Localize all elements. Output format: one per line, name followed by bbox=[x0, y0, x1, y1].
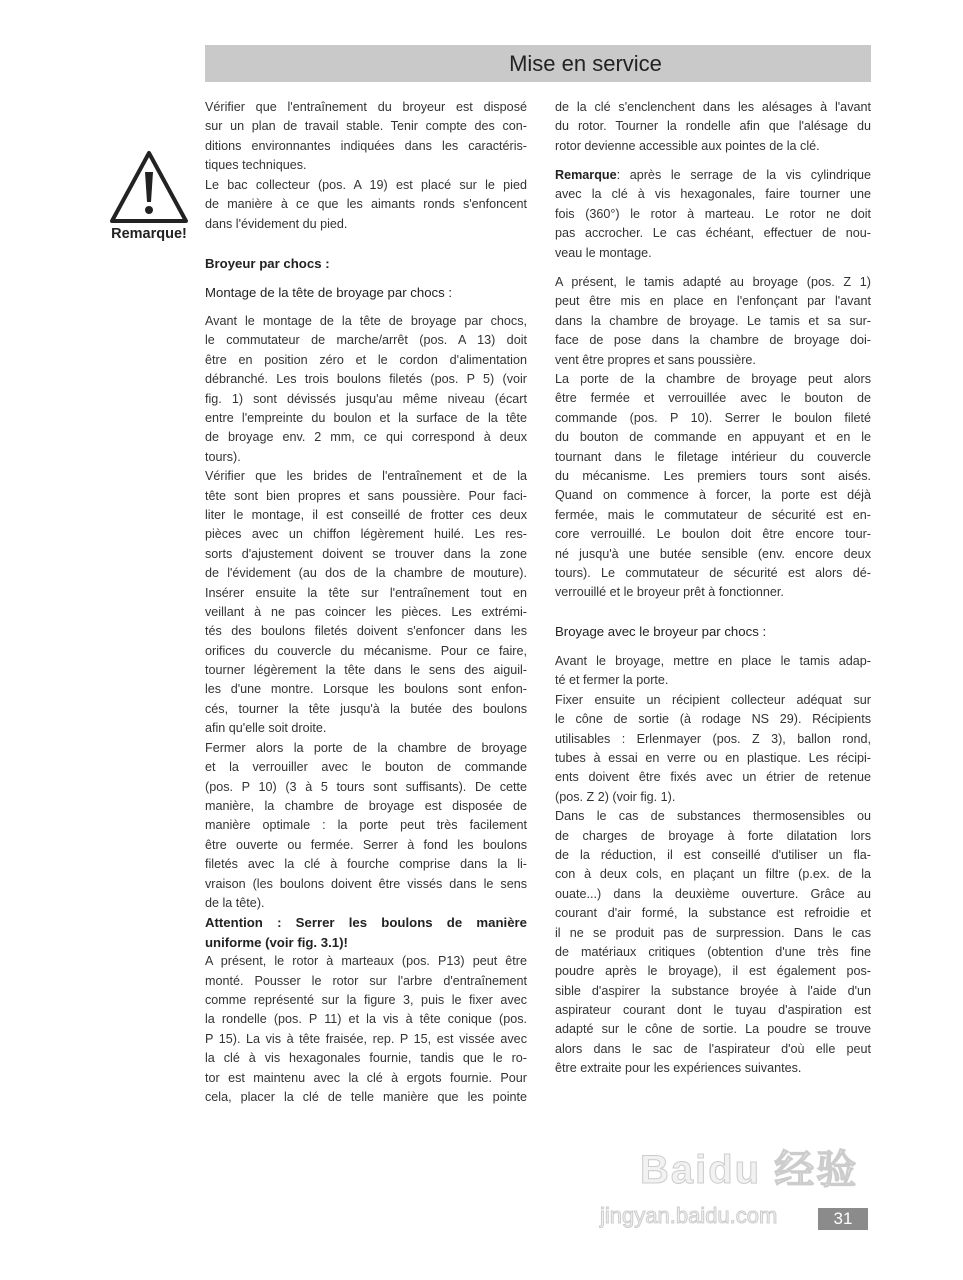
paragraph bbox=[555, 273, 871, 370]
text-line: manière, la chambre de broyage est disposée de bbox=[205, 798, 527, 813]
text-line: Le bac collecteur (pos. A 19) est placé sur le pied bbox=[205, 178, 527, 192]
text-line: tés des boulons filetés doivent s'enfoncer dans les bbox=[205, 624, 527, 639]
text-line: ouate...) dans la deuxième ouverture. Grâce au bbox=[555, 886, 871, 901]
text-line: Dans le cas de substances thermosensibles ou bbox=[555, 809, 871, 824]
paragraph bbox=[205, 176, 527, 234]
warning-note bbox=[106, 150, 192, 242]
paragraph bbox=[205, 467, 527, 738]
text-line: liter le montage, il est conseillé de frotter ces deux bbox=[205, 507, 527, 522]
text-line: uniforme (voir fig. 3.1)! bbox=[205, 934, 348, 950]
text-line: tubes à essai en verre ou en plastique. Les récipi- bbox=[555, 750, 871, 765]
text-line: core verrouillé. Le boulon doit être encore tour- bbox=[555, 527, 871, 542]
text-line: Avant le broyage, mettre en place le tamis adap- bbox=[555, 654, 871, 668]
section-heading bbox=[205, 283, 527, 302]
text-line: sorts d'ajustement doivent se trouver dans la zone bbox=[205, 546, 527, 561]
text-line: Fermer alors la porte de la chambre de broyage bbox=[205, 740, 527, 755]
text-line: du rotor. Tourner la rondelle afin que l'alésage du bbox=[555, 119, 871, 134]
text-line: veillant à ne pas coincer les pièces. Les extrémi- bbox=[205, 604, 527, 619]
text-line: Insérer ensuite la tête sur l'entraînement tout en bbox=[205, 585, 527, 600]
text-line: sur un plan de travail stable. Tenir compte des con- bbox=[205, 119, 527, 134]
paragraph bbox=[555, 691, 871, 807]
text-line: Quand on commence à forcer, la porte est déjà bbox=[555, 488, 871, 503]
text-line: et la verrouiller avec le bouton de commande bbox=[205, 760, 527, 775]
text-line: Fixer ensuite un récipient collecteur adéquat sur bbox=[555, 692, 871, 707]
text-line: tiques techniques. bbox=[205, 158, 307, 173]
text-line: cela, placer la clé de telle manière que les pointe bbox=[205, 1089, 527, 1104]
paragraph bbox=[555, 652, 871, 691]
text-line: vraison (les boulons doivent être vissés dans le sens bbox=[205, 876, 527, 891]
text-line: débranché. Les trois boulons filetés (pos. P 5) (voir bbox=[205, 372, 527, 387]
text-line: tor est maintenu avec la clé à ergots fournie. Pour bbox=[205, 1070, 527, 1085]
text-line: veau le montage. bbox=[555, 245, 652, 260]
text-line: pièces avec un chiffon légèrement huilé. Les res- bbox=[205, 527, 527, 542]
text-line: manière optimale : la porte peut très facilement bbox=[205, 818, 527, 833]
text-line: tête sont bien propres et sans poussière. Pour faci- bbox=[205, 488, 527, 503]
warning-triangle-icon bbox=[106, 150, 192, 224]
text-line: afin qu'elle soit droite. bbox=[205, 721, 327, 736]
text-line: les d'une montre. Lorsque les boulons sont enfon- bbox=[205, 682, 527, 697]
text-run: : après le serrage de la vis cylindrique bbox=[616, 168, 871, 182]
text-line: courant d'air formé, la substance est refroidie et bbox=[555, 906, 871, 921]
text-line: entre l'empreinte du boulon et la surface de la tête bbox=[205, 410, 527, 425]
text-line: La porte de la chambre de broyage peut alors bbox=[555, 372, 871, 386]
text-line: P 15). La vis à tête fraisée, rep. P 15, est vissée avec bbox=[205, 1031, 527, 1046]
text-line: Avant le montage de la tête de broyage par chocs, bbox=[205, 314, 527, 328]
text-line: poudre après le broyage), il est également pos- bbox=[555, 964, 871, 979]
text-line: rotor devienne accessible aux pointes de la clé. bbox=[555, 138, 820, 153]
text-line: A présent, le tamis adapté au broyage (pos. Z 1) bbox=[555, 275, 871, 289]
text-line: tournant dans le filetage intérieur du couvercle bbox=[555, 449, 871, 464]
text-line: la rondelle (pos. P 11) et la vis à tête conique (pos. bbox=[205, 1012, 527, 1027]
text-line: verrouillé et le broyeur prêt à fonctionner. bbox=[555, 585, 784, 600]
text-line: il ne se produit pas de surpression. Dans le cas bbox=[555, 925, 871, 940]
text-line: vent être propres et sans poussière. bbox=[555, 352, 756, 367]
paragraph bbox=[205, 98, 527, 176]
text-line: té et fermer la porte. bbox=[555, 673, 669, 688]
text-line: aspirateur courant dont le tuyau d'aspiration est bbox=[555, 1003, 871, 1018]
text-line: de la réduction, il est conseillé d'utiliser un fla- bbox=[555, 847, 871, 862]
text-line: fig. 1) sont dévissés jusqu'au même niveau (écart bbox=[205, 391, 527, 406]
text-line: Broyeur par chocs : bbox=[205, 256, 330, 271]
text-line: (pos. Z 2) (voir fig. 1). bbox=[555, 789, 676, 804]
paragraph bbox=[205, 312, 527, 467]
text-line: commande (pos. P 10). Serrer le boulon fileté bbox=[555, 410, 871, 425]
text-line: face de pose dans la chambre de broyage doi- bbox=[555, 333, 871, 348]
text-line: de manière à ce que les aimants ronds s'enfoncent bbox=[205, 197, 527, 212]
text-line: Vérifier que l'entraînement du broyeur est disposé bbox=[205, 100, 527, 114]
text-line: être extraite pour les expériences suivantes. bbox=[555, 1061, 802, 1076]
text-line: Vérifier que les brides de l'entraînement et de la bbox=[205, 469, 527, 484]
section-header bbox=[205, 45, 871, 82]
text-line: Broyage avec le broyeur par chocs : bbox=[555, 624, 767, 639]
text-line: filetés avec la clé à fourche comprise dans la li- bbox=[205, 857, 527, 872]
text-line: fois (360°) le rotor à marteau. Le rotor ne doit bbox=[555, 206, 871, 221]
text-line: tours). bbox=[205, 449, 241, 464]
paragraph bbox=[555, 807, 871, 1078]
text-line: être fermée et verrouillée avec le bouton de bbox=[555, 391, 871, 406]
text-line: A présent, le rotor à marteaux (pos. P13) peut être bbox=[205, 954, 527, 969]
watermark-logo: Baidu 经验 bbox=[640, 1148, 859, 1192]
text-line: avec la clé à vis hexagonales, faire tourner une bbox=[555, 187, 871, 202]
page-number: 31 bbox=[818, 1208, 868, 1230]
text-line: dans l'évidement du pied. bbox=[205, 216, 348, 231]
text-line: être en position zéro et le cordon d'alimentation bbox=[205, 352, 527, 367]
text-line: la clé à vis hexagonales fournie, tandis que le ro- bbox=[205, 1051, 527, 1066]
text-line: le cône de sortie (à rodage NS 29). Récipients bbox=[555, 712, 871, 727]
text-line: sible d'aspirer la substance broyée à l'aide d'un bbox=[555, 983, 871, 998]
paragraph bbox=[555, 370, 871, 603]
text-line: monté. Pousser le rotor sur l'arbre d'entraînement bbox=[205, 973, 527, 988]
warning-label: Remarque! bbox=[111, 226, 187, 242]
text-line: con à deux cols, en plaçant un filtre (p.ex. de la bbox=[555, 867, 871, 882]
text-line: tours). Le commutateur de sécurité est alors dé- bbox=[555, 565, 871, 580]
text-line: pas accrocher. Le cas échéant, effectuer de nou- bbox=[555, 226, 871, 241]
text-line: de la clé s'enclenchent dans les alésages à l'avant bbox=[555, 100, 871, 114]
text-line: ents doivent être fixés avec un étrier de retenue bbox=[555, 770, 871, 785]
text-line: être ouverte ou fermée. Serrer à fond les boulons bbox=[205, 837, 527, 852]
text-line: fermée, mais le commutateur de sécurité est en- bbox=[555, 507, 871, 522]
text-line: utilisables : Erlenmayer (pos. Z 3), ballon rond, bbox=[555, 731, 871, 746]
page-title: Mise en service bbox=[509, 51, 662, 76]
text-line: (pos. P 10) (3 à 5 tours sont suffisants). De cette bbox=[205, 779, 527, 794]
paragraph bbox=[205, 952, 527, 1107]
text-line: Attention : Serrer les boulons de manière bbox=[205, 915, 527, 931]
text-line: du mécanisme. Les premiers tours sont aisés. bbox=[555, 468, 871, 483]
text-line: Montage de la tête de broyage par chocs : bbox=[205, 285, 453, 300]
text-line: adapté sur le cône de sortie. La poudre se trouve bbox=[555, 1022, 871, 1037]
text-line: ditions environnantes indiquées dans les caractéris- bbox=[205, 138, 527, 153]
text-line: cés, tourner la tête jusqu'à la butée des boulons bbox=[205, 701, 527, 716]
text-line: du bouton de commande en appuyant et en le bbox=[555, 430, 871, 445]
paragraph bbox=[205, 739, 527, 914]
text-line: comme représenté sur la figure 3, puis le fixer avec bbox=[205, 992, 527, 1007]
text-line: de charges de broyage à forte dilatation lors bbox=[555, 828, 871, 843]
text-line: né jusqu'à une butée sensible (env. encore deux bbox=[555, 546, 871, 561]
text-line: alors dans le sac de l'aspirateur d'où elle peut bbox=[555, 1041, 871, 1056]
text-line: de la tête). bbox=[205, 895, 265, 910]
section-heading bbox=[205, 254, 527, 273]
section-heading bbox=[555, 622, 871, 641]
text-line: de l'évidement (au dos de la chambre de mouture). bbox=[205, 566, 527, 581]
attention-note bbox=[205, 913, 527, 952]
text-line: orifices du couvercle du mécanisme. Pour ce faire, bbox=[205, 643, 527, 658]
paragraph bbox=[555, 98, 871, 156]
text-line: de matériaux critiques (obtention d'une très fine bbox=[555, 944, 871, 959]
remark-label: Remarque bbox=[555, 168, 617, 182]
watermark-url: jingyan.baidu.com bbox=[600, 1203, 778, 1228]
text-line: dans la chambre de broyage. Le tamis et sa sur- bbox=[555, 313, 871, 328]
paragraph bbox=[555, 166, 871, 263]
text-line bbox=[555, 166, 871, 185]
text-line: le commutateur de marche/arrêt (pos. A 13) doit bbox=[205, 333, 527, 348]
text-line: peut être mis en place en l'enfonçant par l'avant bbox=[555, 294, 871, 309]
text-line: de broyage env. 2 mm, ce qui correspond à deux bbox=[205, 430, 527, 445]
text-line: tourner légèrement la tête dans le sens des aiguil- bbox=[205, 663, 527, 678]
